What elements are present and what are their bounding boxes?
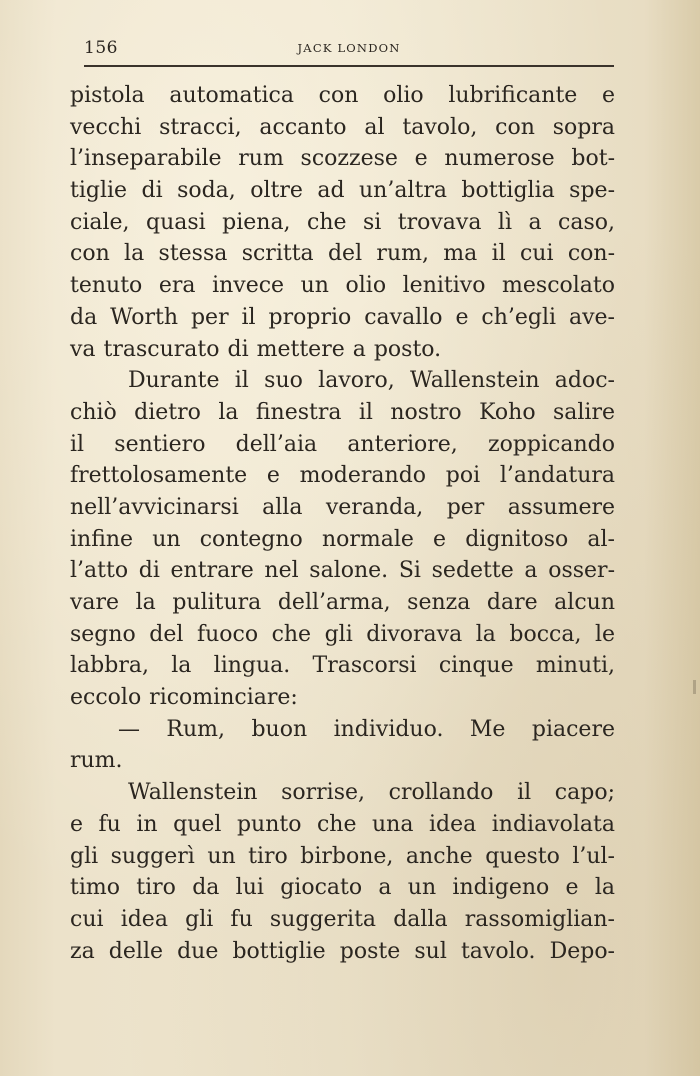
- text-line: infine un contegno normale e dignitoso al-: [70, 526, 615, 552]
- text-line: Wallenstein sorrise, crollando il capo;: [128, 780, 615, 806]
- header-rule: [84, 65, 614, 67]
- text-line: nell’avvicinarsi alla veranda, per assumere: [70, 494, 615, 520]
- text-line: l’atto di entrare nel salone. Si sedette a osser-: [70, 558, 615, 584]
- text-line: pistola automatica con olio lubrificante e: [70, 83, 615, 108]
- body-text: [70, 80, 615, 967]
- text-line: eccolo ricominciare:: [70, 685, 298, 711]
- text-line: da Worth per il proprio cavallo e ch’egli ave-: [70, 304, 615, 330]
- text-line: Durante il suo lavoro, Wallenstein adoc-: [128, 368, 615, 394]
- text-line: vare la pulitura dell’arma, senza dare alcun: [70, 590, 615, 615]
- text-line: — Rum, buon individuo. Me piacere: [118, 716, 615, 742]
- text-line: tenuto era invece un olio lenitivo mescolato: [70, 273, 615, 299]
- text-line: chiò dietro la finestra il nostro Koho salire: [70, 399, 615, 425]
- text-line: rum.: [70, 748, 123, 774]
- text-line: za delle due bottiglie poste sul tavolo. Depo-: [70, 938, 615, 964]
- page-edge-mark: [693, 680, 696, 694]
- page-header: [84, 38, 614, 62]
- page-number: 156: [84, 38, 118, 58]
- text-line: timo tiro da lui giocato a un indigeno e la: [70, 875, 615, 901]
- text-line: tiglie di soda, oltre ad un’altra bottiglia spe-: [70, 178, 615, 204]
- text-line: va trascurato di mettere a posto.: [70, 336, 442, 362]
- text-line: cui idea gli fu suggerita dalla rassomiglian-: [70, 906, 615, 932]
- text-line: e fu in quel punto che una idea indiavolata: [70, 811, 615, 837]
- text-line: vecchi stracci, accanto al tavolo, con sopra: [70, 114, 615, 140]
- text-line: con la stessa scritta del rum, ma il cui con-: [70, 241, 615, 267]
- text-line: labbra, la lingua. Trascorsi cinque minuti,: [70, 653, 615, 679]
- text-line: il sentiero dell’aia anteriore, zoppicando: [70, 431, 615, 457]
- text-line: gli suggerì un tiro birbone, anche questo l’ul-: [70, 843, 615, 869]
- text-line: frettolosamente e moderando poi l’andatura: [70, 463, 615, 489]
- text-line: l’inseparabile rum scozzese e numerose bot-: [70, 146, 615, 172]
- text-line: segno del fuoco che gli divorava la bocca, le: [70, 621, 615, 647]
- text-line: ciale, quasi piena, che si trovava lì a caso,: [70, 209, 615, 235]
- running-head: JACK LONDON: [297, 41, 401, 55]
